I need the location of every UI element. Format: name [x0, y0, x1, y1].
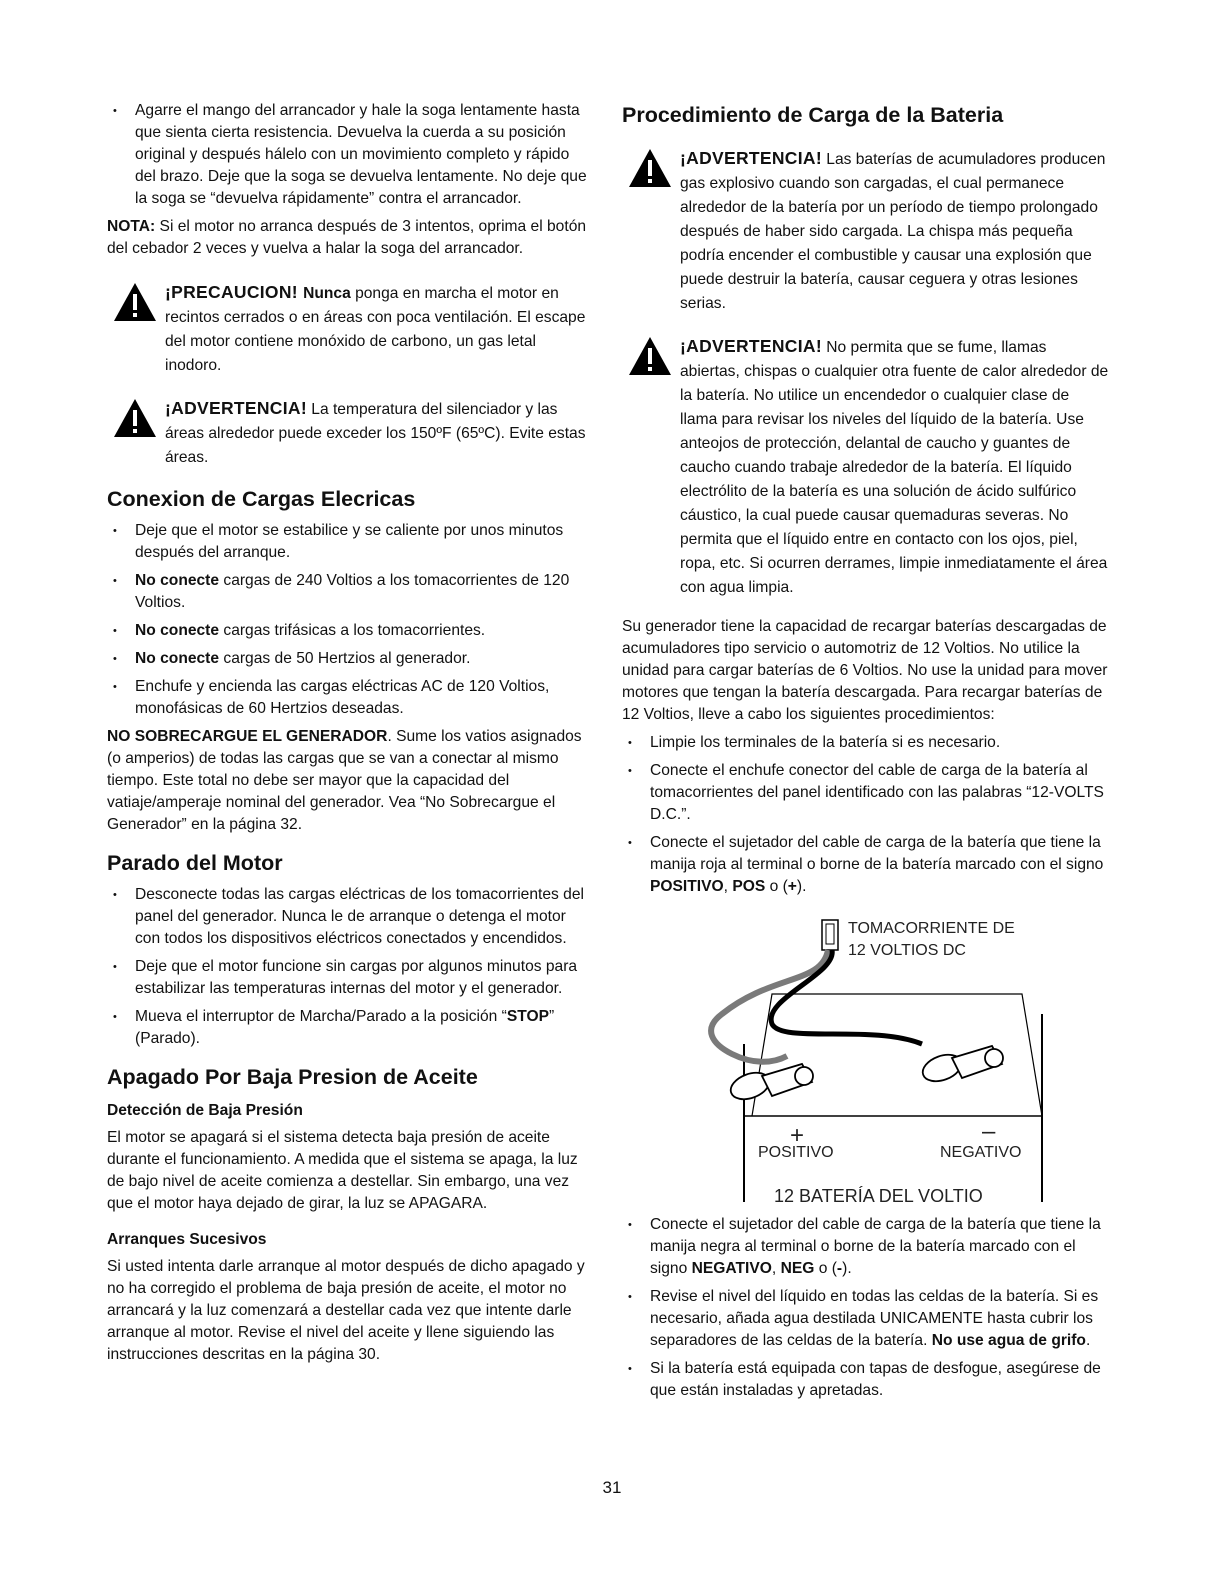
list-item	[107, 1006, 592, 1050]
page-number: 31	[602, 1478, 622, 1497]
caution-text: ponga en marcha el motor en recintos cerrados o en áreas con poca ventilación. El escape del motor contiene monóxido de carbono, un gas letal inodoro.	[165, 285, 586, 374]
caution-keyword: ¡PRECAUCION!	[165, 282, 304, 302]
note-paragraph	[107, 216, 592, 260]
item-bold: No use agua de grifo	[931, 1332, 1086, 1349]
item-text: ,	[723, 878, 733, 895]
item-bold: No conecte	[135, 622, 220, 639]
list-item	[622, 1214, 1110, 1280]
warning-text: Las baterías de acumuladores producen gas explosivo cuando son cargadas, el cual permanece alrededor de la batería por un período de tiempo prolongado después de haber sido cargada. La chispa más pequeña podría encender el combustible y causar una explosión que puede destruir la batería, causar ceguera y otras lesiones serias.	[680, 151, 1106, 312]
warning-keyword: ¡ADVERTENCIA!	[680, 336, 822, 356]
warning-box	[622, 146, 1110, 316]
item-text: Deje que el motor se estabilice y se caliente por unos minutos después del arranque.	[135, 522, 564, 561]
list-item	[107, 520, 592, 564]
list-item	[107, 570, 592, 614]
battery-label: 12 BATERÍA DEL VOLTIO	[774, 1186, 983, 1206]
section-heading-parado: Parado del Motor	[107, 851, 283, 875]
item-text: ,	[771, 1260, 781, 1277]
item-bold: No conecte	[135, 572, 220, 589]
item-text: Enchufe y encienda las cargas eléctricas AC de 120 Voltios, monofásicas de 60 Hertzios deseadas.	[135, 678, 550, 717]
item-text: Conecte el sujetador del cable de carga de la batería que tiene la manija negra al terminal o borne de la batería marcado con el signo	[650, 1216, 1101, 1277]
overload-paragraph	[107, 726, 592, 836]
charge-steps-list-2	[622, 1214, 1110, 1402]
outlet-label-2: 12 VOLTIOS DC	[848, 942, 966, 959]
overload-bold: NO SOBRECARGUE EL GENERADOR	[107, 728, 388, 745]
paragraph-arranques: Si usted intenta darle arranque al motor después de dicho apagado y no ha corregido el problema de baja presión de aceite, el motor no arrancará y la luz comenzará a destellar cada vez que intente darle arranque al motor. Revise el nivel del aceite y llene siguiendo las instrucciones descritas en la página 30.	[107, 1258, 585, 1363]
charge-steps-list	[622, 732, 1110, 898]
warning-box	[107, 396, 592, 470]
warning-triangle-icon	[628, 336, 672, 384]
item-text: o (	[814, 1260, 837, 1277]
positive-clamp	[727, 1064, 813, 1104]
section-heading-conexion: Conexion de Cargas Elecricas	[107, 487, 416, 511]
outlet-label-1: TOMACORRIENTE DE	[848, 920, 1015, 937]
paragraph-deteccion: El motor se apagará si el sistema detecta baja presión de aceite durante el funcionamiento. A medida que el sistema se apaga, la luz de bajo nivel de aceite comienza a destellar. Sin embargo, una vez que el motor haya dejado de girar, la luz se APAGARA.	[107, 1129, 578, 1212]
item-text: Revise el nivel del líquido en todas las celdas de la batería. Si es necesario, añada agua destilada UNICAMENTE hasta cubrir los separadores de las celdas de la batería.	[650, 1288, 1099, 1349]
warning-text: La temperatura del silenciador y las áreas alrededor puede exceder los 150ºF (65ºC). Evite estas áreas.	[165, 401, 586, 466]
section-heading-apagado: Apagado Por Baja Presion de Aceite	[107, 1065, 478, 1089]
subheading-deteccion: Detección de Baja Presión	[107, 1102, 303, 1119]
list-item: • Limpie los terminales de la batería si es necesario.	[622, 732, 1110, 754]
battery-diagram	[622, 904, 1110, 1204]
list-item: • Si la batería está equipada con tapas de desfogue, asegúrese de que están instaladas y apretadas.	[622, 1358, 1110, 1402]
subheading-arranques: Arranques Sucesivos	[107, 1231, 267, 1248]
overload-text: . Sume los vatios asignados (o amperios) de todas las cargas que se van a conectar al mismo tiempo. Este total no debe ser mayor que la capacidad del vatiaje/amperaje nominal del generador. Vea “No Sobrecargue el Generador” en la página 32.	[107, 728, 582, 833]
conexion-list	[107, 520, 592, 720]
caution-box	[107, 280, 592, 378]
item-text: ).	[842, 1260, 852, 1277]
item-text: ” (Parado).	[135, 1008, 555, 1047]
list-item: • Conecte el enchufe conector del cable de carga de la batería al tomacorrientes del panel identificado con las palabras “12-VOLTS D.C.”.	[622, 760, 1110, 826]
list-item	[107, 620, 592, 642]
item-bold: NEGATIVO	[691, 1260, 772, 1277]
item-text: .	[1085, 1332, 1091, 1349]
note-text: Si el motor no arranca después de 3 intentos, oprima el botón del cebador 2 veces y vuelva a halar la soga del arrancador.	[107, 218, 587, 257]
item-text: cargas de 50 Hertzios al generador.	[219, 650, 471, 667]
list-item	[622, 1286, 1110, 1352]
list-item	[107, 676, 592, 720]
item-bold: POS	[732, 878, 766, 895]
item-text: o (	[765, 878, 788, 895]
minus-sign: –	[982, 1118, 996, 1145]
item-bold: POSITIVO	[650, 878, 724, 895]
item-bold: -	[836, 1260, 843, 1277]
warning-text: No permita que se fume, llamas abiertas, chispas o cualquier otra fuente de calor alrededor de la batería. No utilice un encendedor o cualquier clase de llama para revisar los niveles del líquido de la batería. Use anteojos de protección, delantal de caucho y guantes de caucho cuando trabaje alrededor de la batería. El líquido electrólito de la batería es una solución de ácido sulfúrico cáustico, la cual puede causar quemaduras severas. No permita que el líquido entre en contacto con los ojos, piel, ropa, etc. Si ocurren derrames, limpie inmediatamente el área con agua limpia.	[680, 339, 1109, 596]
right-column	[622, 100, 1110, 1408]
warning-triangle-icon	[113, 282, 157, 330]
negative-label: NEGATIVO	[940, 1144, 1022, 1161]
section-heading-carga: Procedimiento de Carga de la Bateria	[622, 103, 1004, 127]
negative-clamp	[919, 1046, 1003, 1086]
positive-label: POSITIVO	[758, 1144, 834, 1161]
note-label: NOTA:	[107, 218, 156, 235]
warning-box	[622, 334, 1110, 600]
item-text: Conecte el sujetador del cable de carga de la batería que tiene la manija roja al terminal o borne de la batería marcado con el signo	[650, 834, 1104, 873]
item-text: ).	[796, 878, 807, 895]
left-column	[107, 100, 592, 1372]
item-bold: +	[787, 878, 797, 895]
warning-keyword: ¡ADVERTENCIA!	[680, 148, 822, 168]
item-text: Mueva el interruptor de Marcha/Parado a la posición “	[135, 1008, 507, 1025]
item-bold: No conecte	[135, 650, 220, 667]
warning-keyword: ¡ADVERTENCIA!	[165, 398, 307, 418]
start-list	[107, 100, 592, 210]
item-text: cargas de 240 Voltios a los tomacorrientes de 120 Voltios.	[135, 572, 570, 611]
list-item	[622, 832, 1110, 898]
warning-triangle-icon	[628, 148, 672, 196]
plus-sign: +	[790, 1122, 805, 1149]
list-item	[107, 648, 592, 670]
list-item: • Deje que el motor funcione sin cargas por algunos minutos para estabilizar las temperaturas internas del motor y el generador.	[107, 956, 592, 1000]
parado-list	[107, 884, 592, 1050]
item-bold: NEG	[780, 1260, 815, 1277]
list-item: • Desconecte todas las cargas eléctricas de los tomacorrientes del panel del generador. Nunca le de arranque o detenga el motor con todos los dispositivos eléctricos conectados y encendidos.	[107, 884, 592, 950]
warning-triangle-icon	[113, 398, 157, 446]
item-text: cargas trifásicas a los tomacorrientes.	[219, 622, 486, 639]
intro-paragraph: Su generador tiene la capacidad de recargar baterías descargadas de acumuladores tipo servicio o automotriz de 12 Voltios. No utilice la unidad para cargar baterías de 6 Voltios. No use la unidad para mover motores que tengan la batería descargada. Para recargar baterías de 12 Voltios, lleve a cabo los siguientes procedimientos:	[622, 618, 1108, 723]
item-bold: STOP	[506, 1008, 550, 1025]
caution-bold: Nunca	[303, 285, 351, 302]
list-item: • Agarre el mango del arrancador y hale la soga lentamente hasta que sienta cierta resistencia. Devuelva la cuerda a su posición original y después hálelo con un movimiento completo y rápido del brazo. Deje que la soga se devuelva lentamente. No deje que la soga se “devuelva rápidamente” contra el arrancador.	[107, 100, 592, 210]
